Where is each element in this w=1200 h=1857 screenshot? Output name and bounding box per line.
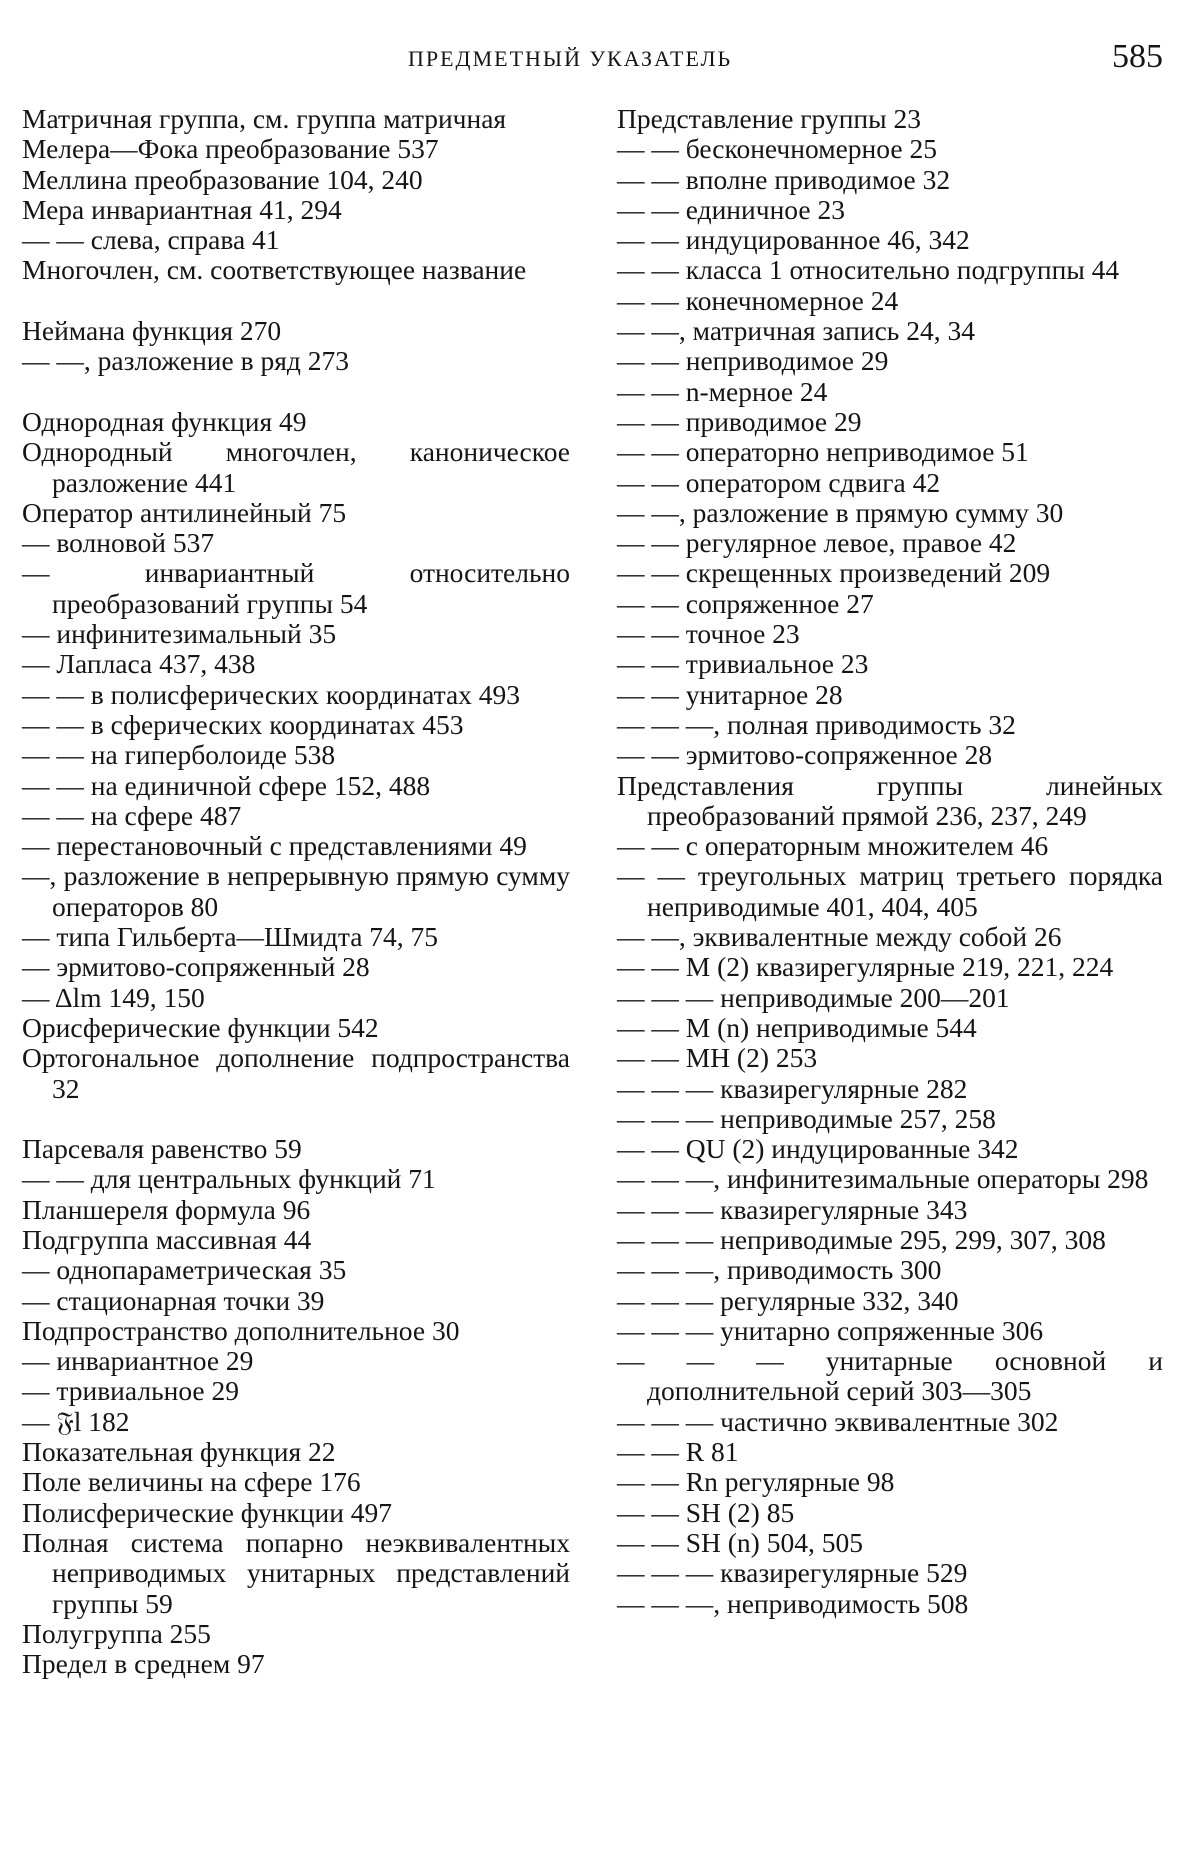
index-entry: Подпространство дополнительное 30	[22, 1314, 460, 1346]
index-entry: — — с операторным множителем 46	[617, 830, 1049, 862]
index-entry: — —, эквивалентные между собой 26	[617, 921, 1062, 953]
index-entry: — —, разложение в прямую сумму 30	[617, 496, 1064, 528]
index-entry: — — QU (2) индуцированные 342	[617, 1133, 1019, 1165]
index-entry: — — треугольных матриц третьего порядка неприводимые 401, 404, 405	[617, 860, 1163, 922]
index-entry: — —, разложение в ряд 273	[22, 345, 349, 377]
index-entry: — — SH (2) 85	[617, 1496, 795, 1528]
index-entry: — — n-мерное 24	[617, 375, 828, 407]
index-entry: — перестановочный с представлениями 49	[22, 830, 527, 862]
index-entry: Подгруппа массивная 44	[22, 1223, 312, 1255]
index-entry: — — для центральных функций 71	[22, 1163, 436, 1195]
index-entry: Многочлен, см. соответствующее название	[22, 254, 527, 286]
index-entry: — — на гиперболоиде 538	[22, 739, 336, 771]
index-entry: Предел в среднем 97	[22, 1648, 265, 1680]
index-entry: — — SH (n) 504, 505	[617, 1526, 863, 1558]
index-entry: — — —, неприводимость 508	[617, 1587, 969, 1619]
index-entry: — — M (n) неприводимые 544	[617, 1011, 977, 1043]
index-entry: — — — квазирегулярные 343	[617, 1193, 968, 1225]
index-entry: — — унитарное 28	[617, 678, 843, 710]
index-entry: — — Rn регулярные 98	[617, 1466, 895, 1498]
index-entry: Представления группы линейных преобразований прямой 236, 237, 249	[617, 769, 1163, 831]
section-gap	[22, 377, 570, 407]
index-entry: — — — унитарные основной и дополнительной серий 303—305	[617, 1345, 1163, 1407]
index-entry: — стационарная точки 39	[22, 1284, 325, 1316]
index-entry: Матричная группа, см. группа матричная	[22, 103, 507, 134]
index-column-right	[617, 104, 1163, 1619]
index-entry: — 𝔉l 182	[22, 1405, 130, 1437]
index-entry: Мелера—Фока преобразование 537	[22, 133, 439, 165]
index-entry: — — неприводимое 29	[617, 345, 889, 377]
index-entry: — эрмитово-сопряженный 28	[22, 951, 370, 983]
index-entry: — — M (2) квазирегулярные 219, 221, 224	[617, 951, 1114, 983]
index-entry: — однопараметрическая 35	[22, 1254, 347, 1286]
index-entry: — — оператором сдвига 42	[617, 466, 941, 498]
index-entry: Неймана функция 270	[22, 315, 282, 347]
index-entry: — — в сферических координатах 453	[22, 708, 464, 740]
index-entry: — — эрмитово-сопряженное 28	[617, 739, 993, 771]
section-gap	[22, 1104, 570, 1134]
index-entry: — — вполне приводимое 32	[617, 163, 951, 195]
index-entry: Парсеваля равенство 59	[22, 1133, 302, 1165]
index-entry: Планшереля формула 96	[22, 1193, 311, 1225]
index-entry: — — сопряженное 27	[617, 587, 874, 619]
index-entry: — — — неприводимые 200—201	[617, 981, 1010, 1013]
running-title: ПРЕДМЕТНЫЙ УКАЗАТЕЛЬ	[408, 46, 733, 71]
index-entry: — — — квазирегулярные 529	[617, 1557, 968, 1589]
index-entry: Поле величины на сфере 176	[22, 1466, 361, 1498]
index-entry: Однородная функция 49	[22, 405, 307, 437]
index-entry: — инфинитезимальный 35	[22, 618, 337, 650]
index-entry: — — регулярное левое, правое 42	[617, 527, 1017, 559]
index-entry: — инвариантный относительно преобразований группы 54	[22, 557, 570, 619]
index-entry: — — R 81	[617, 1436, 739, 1468]
index-entry: — — на единичной сфере 152, 488	[22, 769, 431, 801]
index-entry: — — приводимое 29	[617, 405, 862, 437]
index-entry: — — — неприводимые 257, 258	[617, 1102, 996, 1134]
section-gap	[22, 286, 570, 316]
index-entry: — Лапласа 437, 438	[22, 648, 256, 680]
index-entry: Полисферические функции 497	[22, 1496, 393, 1528]
index-entry: — — бесконечномерное 25	[617, 133, 937, 165]
page-number: 585	[1112, 38, 1163, 75]
index-entry: — — тривиальное 23	[617, 648, 869, 680]
index-entry: — — —, инфинитезимальные операторы 298	[617, 1163, 1149, 1195]
index-entry: Полугруппа 255	[22, 1617, 211, 1649]
index-entry: — — — неприводимые 295, 299, 307, 308	[617, 1223, 1106, 1255]
index-column-left	[22, 104, 570, 1679]
index-entry: — — единичное 23	[617, 193, 845, 225]
index-entry: — — — регулярные 332, 340	[617, 1284, 959, 1316]
index-entry: — — — частично эквивалентные 302	[617, 1405, 1059, 1437]
index-entry: Оператор антилинейный 75	[22, 496, 347, 528]
index-entry: — — слева, справа 41	[22, 224, 280, 256]
index-entry: — — класса 1 относительно подгруппы 44	[617, 254, 1120, 286]
index-entry: — — MH (2) 253	[617, 1042, 818, 1074]
page-header	[0, 38, 1200, 78]
index-entry: — типа Гильберта—Шмидта 74, 75	[22, 921, 439, 953]
index-entry: — — индуцированное 46, 342	[617, 224, 970, 256]
index-entry: Мера инвариантная 41, 294	[22, 193, 342, 225]
index-entry: — — операторно неприводимое 51	[617, 436, 1029, 468]
index-entry: —, разложение в непрерывную прямую сумму операторов 80	[22, 860, 570, 922]
index-entry: — инвариантное 29	[22, 1345, 254, 1377]
index-entry: Представление группы 23	[617, 103, 921, 134]
index-entry: Однородный многочлен, каноническое разложение 441	[22, 436, 570, 498]
index-entry: — — —, приводимость 300	[617, 1254, 942, 1286]
index-entry: — — точное 23	[617, 618, 800, 650]
index-entry: Орисферические функции 542	[22, 1011, 379, 1043]
index-entry: — — —, полная приводимость 32	[617, 708, 1016, 740]
index-entry: — — в полисферических координатах 493	[22, 678, 521, 710]
index-entry: — волновой 537	[22, 527, 215, 559]
index-entry: — — на сфере 487	[22, 799, 242, 831]
index-entry: — Δlm 149, 150	[22, 981, 205, 1013]
index-entry: — — — унитарно сопряженные 306	[617, 1314, 1044, 1346]
index-entry: Ортогональное дополнение подпространства 32	[22, 1042, 570, 1104]
index-entry: — — скрещенных произведений 209	[617, 557, 1051, 589]
index-entry: Меллина преобразование 104, 240	[22, 163, 423, 195]
index-entry: — — конечномерное 24	[617, 284, 899, 316]
index-entry: — тривиальное 29	[22, 1375, 239, 1407]
index-entry: — — — квазирегулярные 282	[617, 1072, 968, 1104]
index-entry: — —, матричная запись 24, 34	[617, 315, 975, 347]
index-entry: Полная система попарно неэквивалентных неприводимых унитарных представлений группы 59	[22, 1526, 570, 1619]
index-entry: Показательная функция 22	[22, 1436, 336, 1468]
